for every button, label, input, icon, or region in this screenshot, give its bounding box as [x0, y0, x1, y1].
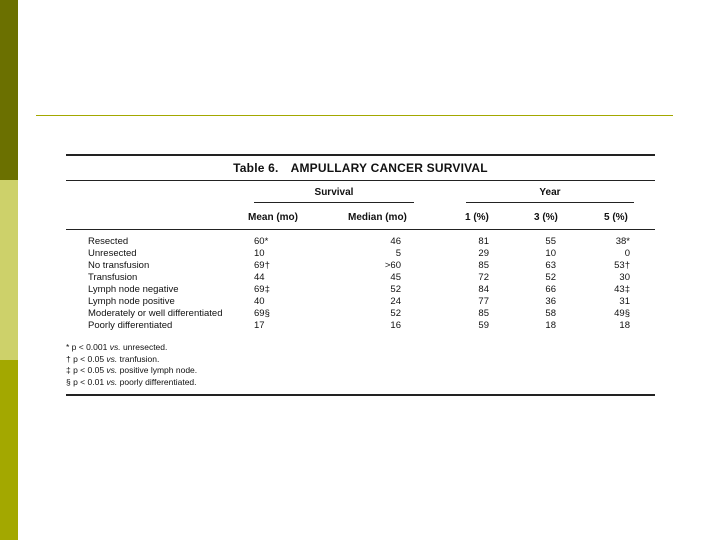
cell-mean: 10	[254, 248, 265, 259]
cell-mean: 17	[254, 320, 265, 331]
table-title-text: AMPULLARY CANCER SURVIVAL	[290, 161, 488, 175]
table-row	[66, 248, 655, 260]
footnote-stat: ‡ p < 0.05	[66, 365, 107, 375]
cell-median: 52	[390, 308, 401, 319]
cell-median: 45	[390, 272, 401, 283]
cell-mean: 60*	[254, 236, 269, 247]
table-row	[66, 308, 655, 320]
cell-year1: 59	[478, 320, 489, 331]
footnote-comparison: tranfusion.	[117, 353, 160, 364]
footnote	[66, 377, 655, 389]
col-header-year3: 3 (%)	[534, 212, 558, 223]
table-row	[66, 260, 655, 272]
col-header-year1: 1 (%)	[465, 212, 489, 223]
table-bottom-rule	[66, 394, 655, 396]
column-group-header	[66, 181, 655, 205]
cell-year1: 72	[478, 272, 489, 283]
row-label: Transfusion	[88, 272, 138, 283]
cell-mean: 69†	[254, 260, 270, 271]
footnote-vs: vs.	[106, 365, 118, 375]
footnote-comparison: poorly differentiated.	[117, 376, 197, 387]
cell-year3: 18	[545, 320, 556, 331]
row-label: Moderately or well differentiated	[88, 308, 223, 319]
year-group-label: Year	[539, 187, 561, 198]
cell-mean: 69§	[254, 308, 270, 319]
footnote	[66, 365, 655, 377]
footnotes	[66, 336, 655, 394]
cell-mean: 69‡	[254, 284, 270, 295]
cell-mean: 40	[254, 296, 265, 307]
cell-median: 52	[390, 284, 401, 295]
table-row	[66, 320, 655, 332]
col-header-year5: 5 (%)	[604, 212, 628, 223]
footnote-vs: vs.	[106, 353, 118, 364]
cell-year5: 31	[619, 296, 630, 307]
cell-year3: 10	[545, 248, 556, 259]
year-group-rule	[466, 202, 634, 203]
accent-bar-top	[0, 0, 18, 180]
cell-year1: 77	[478, 296, 489, 307]
cell-year5: 30	[619, 272, 630, 283]
accent-bar-bottom	[0, 360, 18, 540]
footnote-stat: † p < 0.05	[66, 353, 107, 364]
table-number: Table 6.	[233, 161, 279, 175]
cell-year1: 84	[478, 284, 489, 295]
row-label: Lymph node negative	[88, 284, 179, 295]
row-label: Poorly differentiated	[88, 320, 173, 331]
cell-year1: 85	[478, 308, 489, 319]
cell-year3: 36	[545, 296, 556, 307]
footnote-stat: * p < 0.001	[66, 342, 110, 352]
cell-year1: 29	[478, 248, 489, 259]
accent-bar-middle	[0, 180, 18, 360]
footnote-comparison: positive lymph node.	[117, 365, 198, 375]
footnote	[66, 342, 655, 354]
cell-median: 46	[390, 236, 401, 247]
cell-median: 16	[390, 320, 401, 331]
cell-year5: 53†	[614, 260, 630, 271]
cell-year1: 85	[478, 260, 489, 271]
col-header-mean: Mean (mo)	[248, 212, 298, 223]
cell-median: 5	[395, 248, 401, 259]
row-label: Lymph node positive	[88, 296, 175, 307]
survival-table	[66, 154, 655, 396]
table-row	[66, 272, 655, 284]
footnote	[66, 354, 655, 366]
footnote-comparison: unresected.	[120, 342, 168, 352]
col-header-median: Median (mo)	[348, 212, 407, 223]
cell-year5: 38*	[615, 236, 630, 247]
cell-median: >60	[384, 260, 401, 271]
cell-year5: 0	[624, 248, 630, 259]
table-body	[66, 230, 655, 336]
row-label: No transfusion	[88, 260, 150, 271]
table-row	[66, 284, 655, 296]
cell-year3: 52	[545, 272, 556, 283]
footnote-stat: § p < 0.01	[66, 376, 107, 387]
row-label: Unresected	[88, 248, 137, 259]
survival-group-rule	[254, 202, 414, 203]
cell-year3: 55	[545, 236, 556, 247]
cell-mean: 44	[254, 272, 265, 283]
footnote-vs: vs.	[109, 342, 121, 352]
cell-year3: 58	[545, 308, 556, 319]
table-title	[66, 156, 655, 180]
survival-group-label: Survival	[314, 187, 354, 198]
title-divider	[36, 115, 673, 116]
cell-year5: 43‡	[614, 284, 630, 295]
row-label: Resected	[88, 236, 129, 247]
cell-year5: 49§	[614, 308, 630, 319]
cell-year5: 18	[619, 320, 630, 331]
column-header-row	[66, 205, 655, 229]
table-row	[66, 296, 655, 308]
cell-year1: 81	[478, 236, 489, 247]
cell-year3: 63	[545, 260, 556, 271]
cell-median: 24	[390, 296, 401, 307]
footnote-vs: vs.	[106, 376, 118, 387]
cell-year3: 66	[545, 284, 556, 295]
table-row	[66, 236, 655, 248]
